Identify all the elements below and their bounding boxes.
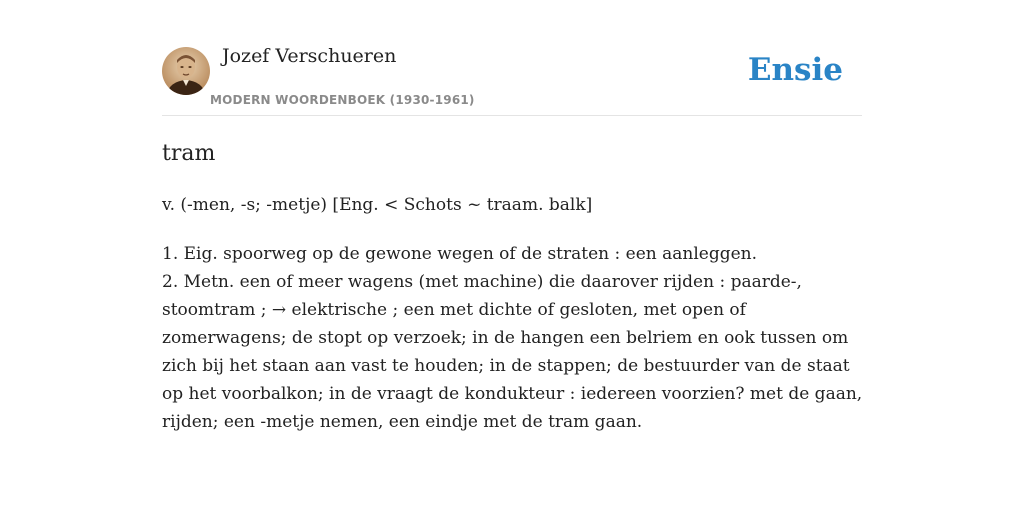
definition-line: zomerwagens; de stopt op verzoek; in de hangen een belriem en ook tussen om <box>162 328 849 348</box>
entry-page <box>162 0 862 512</box>
author-avatar[interactable] <box>162 47 210 95</box>
source-label[interactable]: MODERN WOORDENBOEK (1930-1961) <box>210 93 475 107</box>
entry-headword: tram <box>162 141 216 166</box>
definition-line: 2. Metn. een of meer wagens (met machine) die daarover rijden : paarde-, <box>162 272 802 292</box>
ensie-logo[interactable]: Ensie <box>747 52 843 88</box>
author-name[interactable]: Jozef Verschueren <box>222 45 397 67</box>
definition-line: 1. Eig. spoorweg op de gewone wegen of de straten : een aanleggen. <box>162 244 758 264</box>
entry-grammar: v. (-men, -s; -metje) [Eng. < Schots ~ traam. balk] <box>162 195 593 215</box>
author-portrait-image <box>162 47 210 95</box>
definition-line: op het voorbalkon; in de vraagt de kondukteur : iedereen voorzien? met de gaan, <box>162 384 863 404</box>
definition-line: rijden; een -metje nemen, een eindje met de tram gaan. <box>162 412 643 432</box>
definition-line: stoomtram ; → elektrische ; een met dichte of gesloten, met open of <box>162 300 746 320</box>
definition-line: zich bij het staan aan vast te houden; in de stappen; de bestuurder van de staat <box>162 356 850 376</box>
entry-header <box>162 0 862 116</box>
entry-definition <box>162 240 862 436</box>
